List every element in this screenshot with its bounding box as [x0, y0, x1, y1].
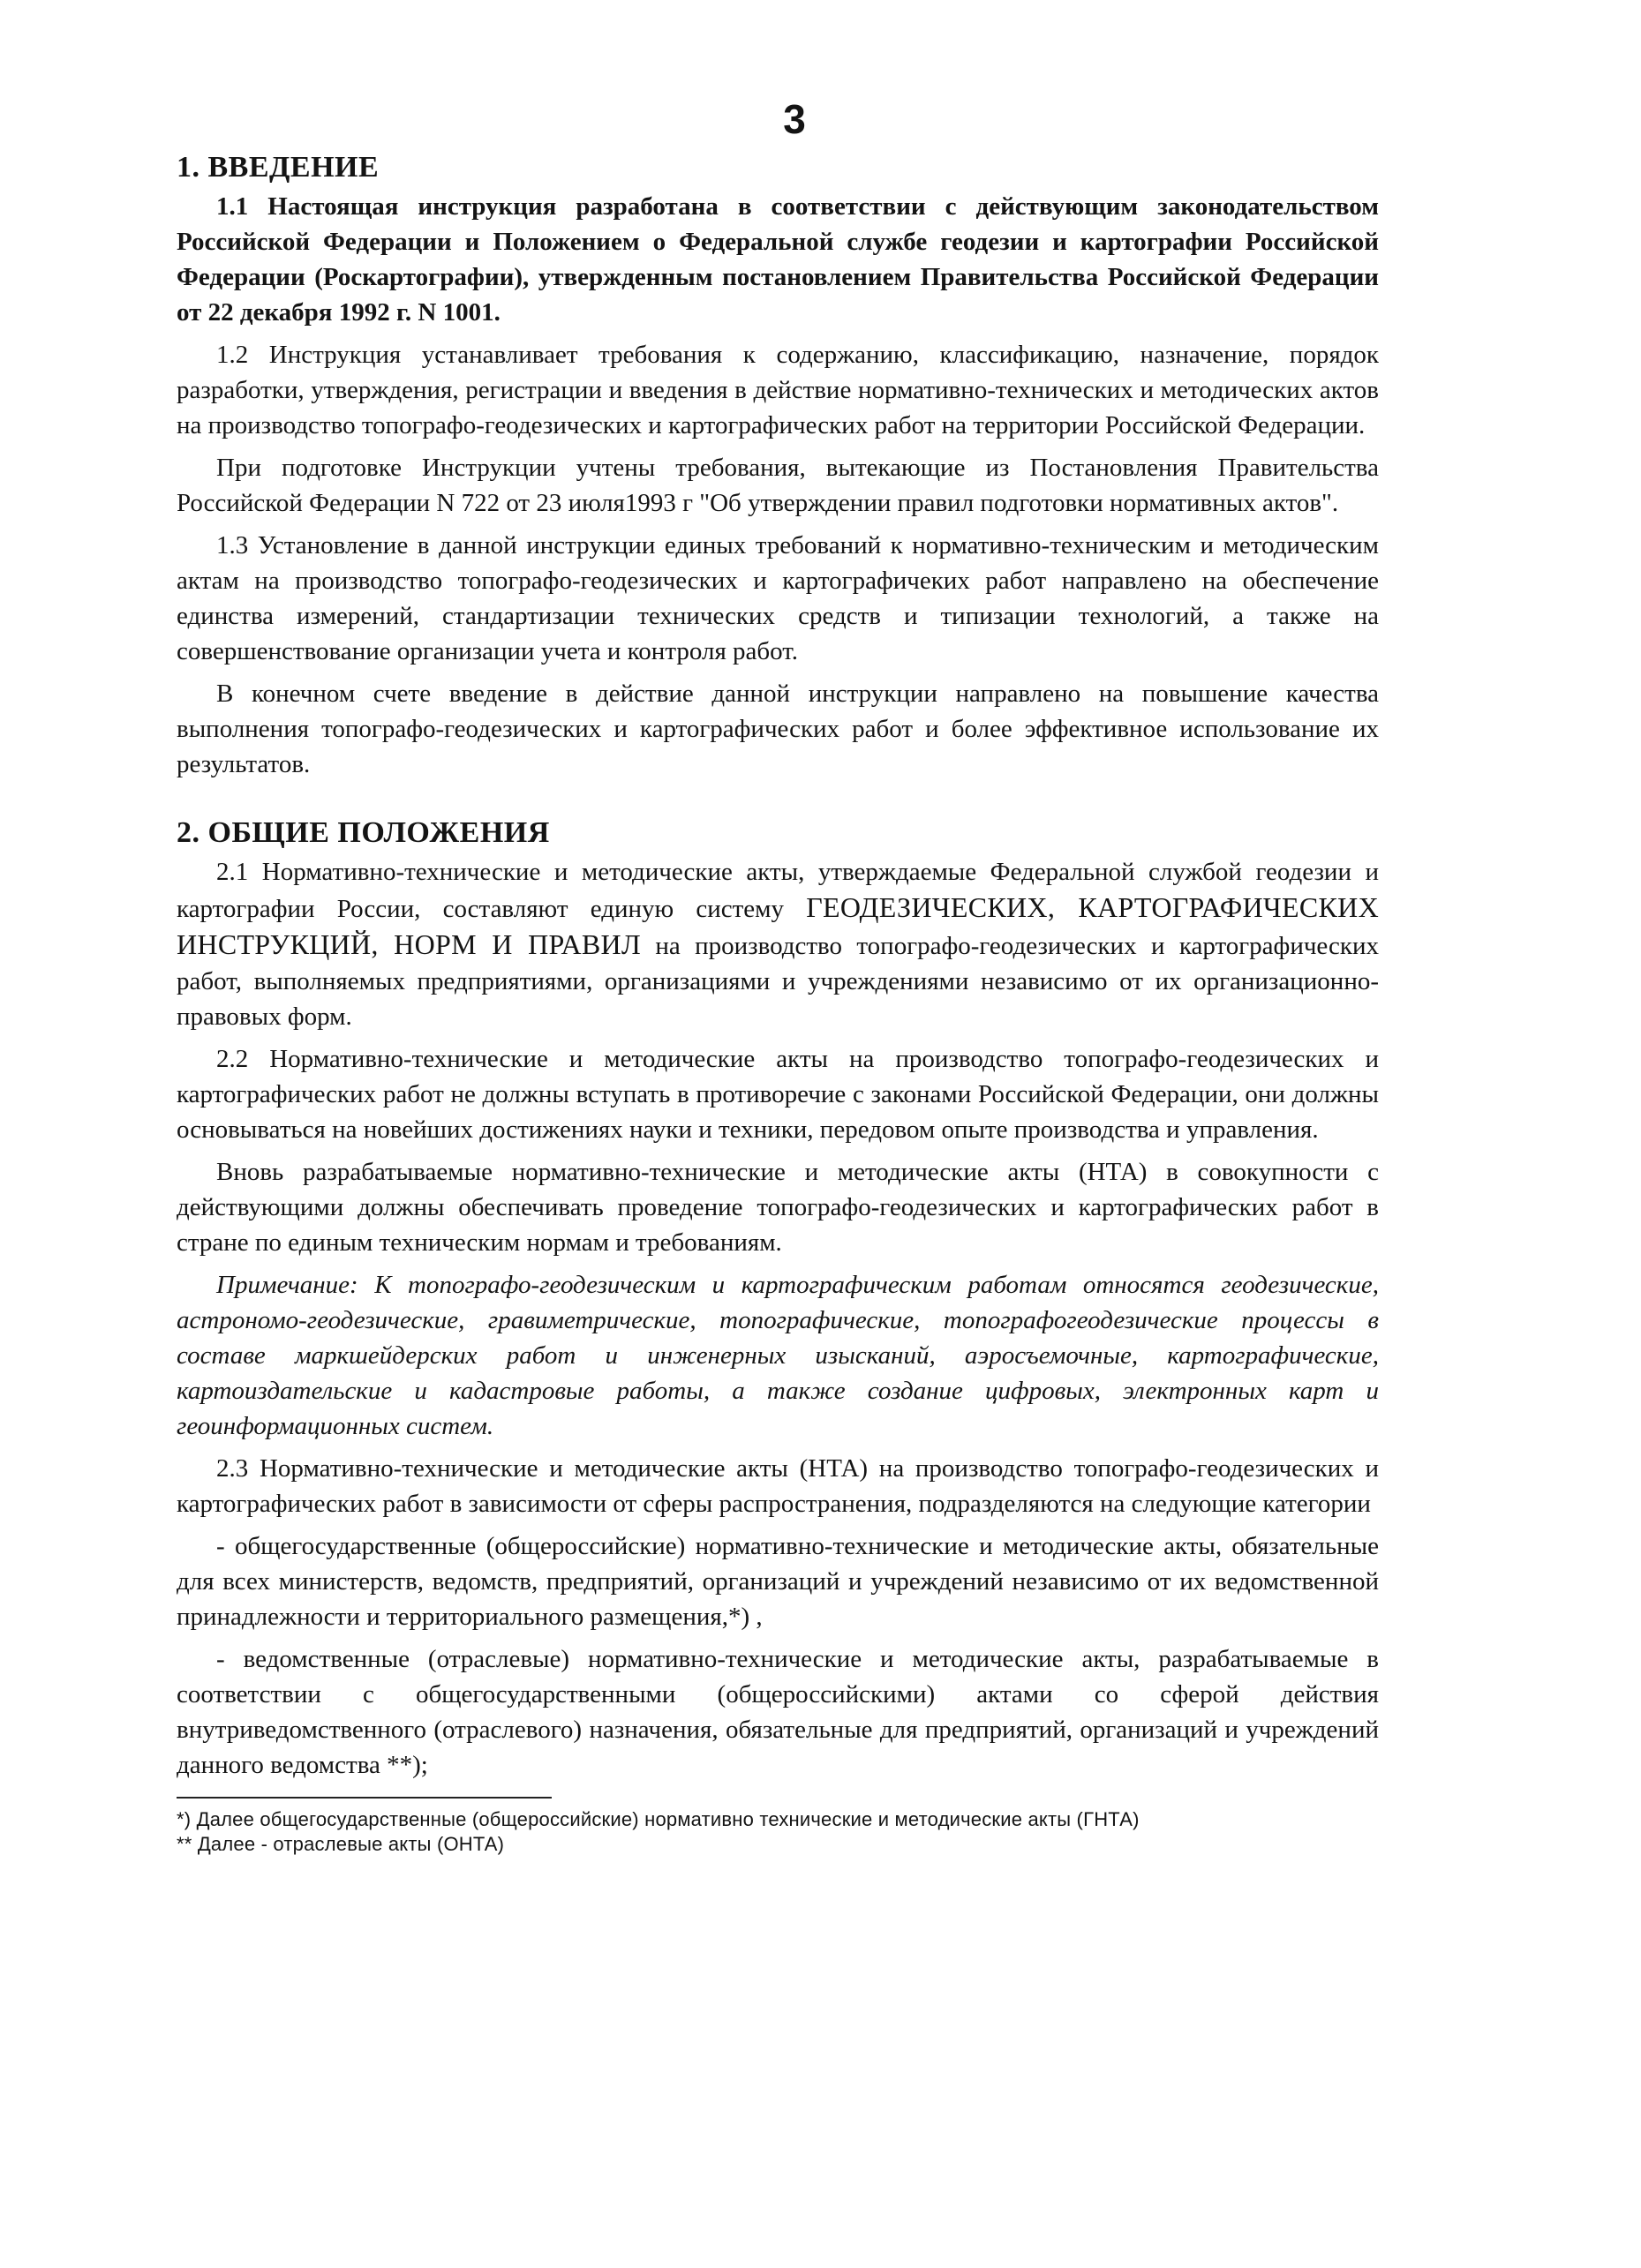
- section-heading: 1. ВВЕДЕНИЕ: [177, 151, 380, 184]
- paragraph-1-3-conclusion: В конечном счете введение в действие данной инструкции направлено на повышение качества выполнения топографо-геодезических и картографических работ и более эффективное использование их результатов.: [177, 680, 1379, 778]
- note-paragraph: [177, 1267, 1379, 1444]
- note-text: К топографо-геодезическим и картографическим работам относятся геодезические, астрономо-геодезические, гравиметрические, топографические, топографогеодезические процессы в составе маркшейдерских работ и инженерных изысканий, аэросъемочные, картографические, картоиздательские и кадастровые работы, а также создание цифровых, электронных карт и геоинформационных систем.: [177, 1271, 1379, 1440]
- section-heading: 2. ОБЩИЕ ПОЛОЖЕНИЯ: [177, 816, 550, 849]
- paragraph-1-2: 1.2 Инструкция устанавливает требования к содержанию, классификацию, назначение, порядок разработки, утверждения, регистрации и введения в действие нормативно-технических и методических актов на производство топографо-геодезических и картографических работ на территории Российской Федерации.: [177, 341, 1379, 439]
- page-content: [177, 148, 1379, 1857]
- paragraph-1-2-note: При подготовке Инструкции учтены требования, вытекающие из Постановления Правительства Российской Федерации N 722 от 23 июля1993 г "Об утверждении правил подготовки нормативных актов".: [177, 454, 1379, 517]
- paragraph-2-2: 2.2 Нормативно-технические и методические акты на производство топографо-геодезических и картографических работ не должны вступать в противоречие с законами Российской Федерации, они должны основываться на новейших достижениях науки и техники, передовом опыте производства и управления.: [177, 1045, 1379, 1144]
- footnote-1: *) Далее общегосударственные (общероссийские) нормативно технические и методические акты (ГНТА): [177, 1808, 1140, 1830]
- paragraph-2-3: 2.3 Нормативно-технические и методические акты (НТА) на производство топографо-геодезических и картографических работ в зависимости от сферы распространения, подразделяются на следующие категории: [177, 1454, 1379, 1518]
- list-item-departmental-acts: - ведомственные (отраслевые) нормативно-технические и методические акты, разрабатываемые в соответствии с общегосударственными (общероссийскими) актами со сферой действия внутриведомственного (отраслевого) назначения, обязательные для предприятий, организаций и учреждений данного ведомства **);: [177, 1645, 1379, 1779]
- section-general-provisions: [177, 814, 1379, 1783]
- paragraph-2-1-caps: ГЕОДЕЗИЧЕСКИХ, КАРТОГРАФИЧЕСКИХ ИНСТРУКЦИЙ, НОРМ И ПРАВИЛ: [177, 891, 1379, 960]
- paragraph-1-3: 1.3 Установление в данной инструкции единых требований к нормативно-техническим и методическим актам на производство топографо-геодезических и картографичеких работ направлено на обеспечение единства измерений, стандартизации технических средств и типизации технологий, а также на совершенствование организации учета и контроля работ.: [177, 531, 1379, 665]
- paragraph-2-1-end: на производство топографо-геодезических и картографических работ, выполняемых предприятиями, организациями и учреждениями независимо от их организационно-правовых форм.: [177, 932, 1380, 1031]
- paragraph-1-1: 1.1 Настоящая инструкция разработана в соответствии с действующим законодательством Российской Федерации и Положением о Федеральной службе геодезии и картографии Российской Федерации (Роскартографии), утвержденным постановлением Правительства Российской Федерации от 22 декабря 1992 г. N 1001.: [177, 192, 1379, 327]
- footnote-2: ** Далее - отраслевые акты (ОНТА): [177, 1833, 505, 1855]
- paragraph-2-1-start: 2.1 Нормативно-технические и методические акты, утверждаемые Федеральной службой геодезии и картографии России, составляют единую систему: [177, 858, 1379, 923]
- list-item-state-acts: - общегосударственные (общероссийские) нормативно-технические и методические акты, обязательные для всех министерств, ведомств, предприятий, организаций и учреждений независимо от их ведомственной принадлежности и территориального размещения,*) ,: [177, 1532, 1379, 1631]
- footnote-divider: [177, 1797, 552, 1799]
- note-label: Примечание:: [216, 1271, 358, 1299]
- footnotes: [177, 1797, 1379, 1857]
- paragraph-2-2-nta: Вновь разрабатываемые нормативно-технические и методические акты (НТА) в совокупности с действующими должны обеспечивать проведение топографо-геодезических и картографических работ в стране по единым техническим нормам и требованиям.: [177, 1158, 1379, 1257]
- section-introduction: [177, 148, 1379, 782]
- page-number: 3: [783, 96, 806, 142]
- paragraph-2-1: [177, 854, 1379, 1034]
